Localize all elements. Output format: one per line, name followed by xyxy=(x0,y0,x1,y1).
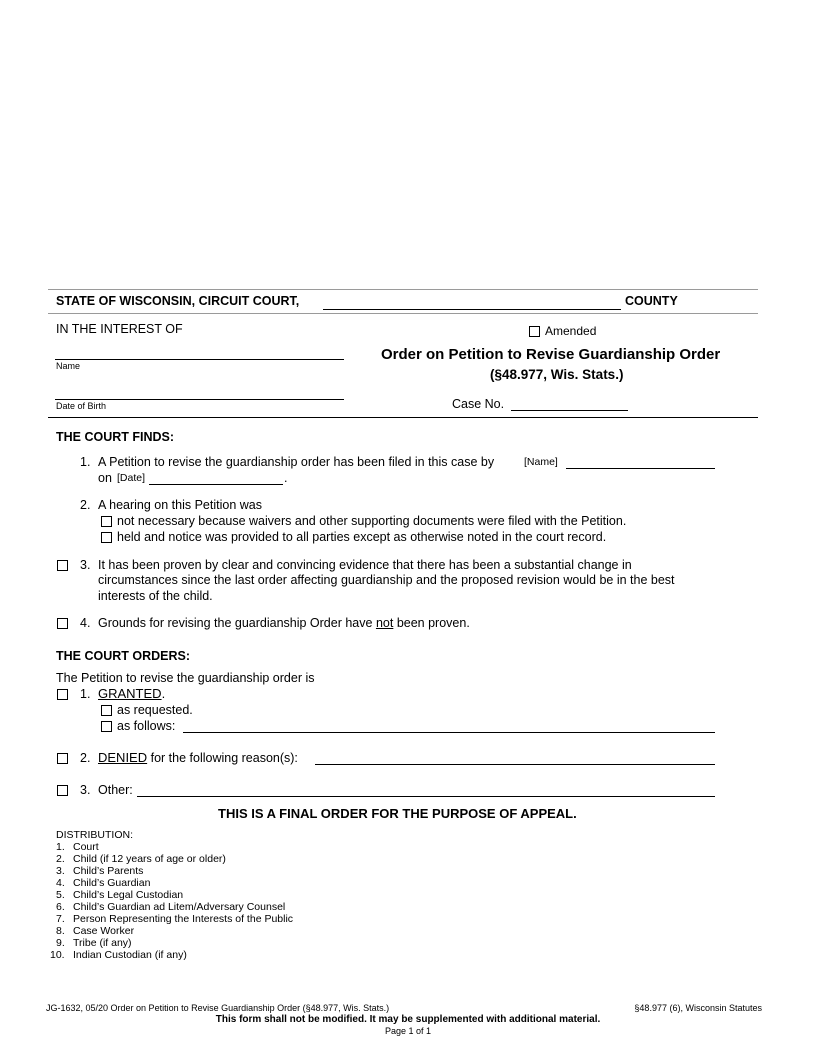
distribution-item-label: Child’s Parents xyxy=(73,865,144,877)
order-1-number: 1. xyxy=(80,687,91,701)
finding-4-number: 4. xyxy=(80,616,91,630)
distribution-item-number: 3. xyxy=(56,865,65,877)
court-orders-heading: THE COURT ORDERS: xyxy=(56,649,191,663)
other-label: Other: xyxy=(98,783,133,797)
case-number-label: Case No. xyxy=(452,397,505,411)
finding-4-pre: Grounds for revising the guardianship Order have xyxy=(98,616,373,630)
distribution-item xyxy=(50,949,187,961)
distribution-item xyxy=(56,865,143,877)
finding-1-number: 1. xyxy=(80,455,91,469)
county-field[interactable] xyxy=(323,309,621,310)
date-of-birth-label: Date of Birth xyxy=(56,401,107,411)
court-line-suffix: COUNTY xyxy=(625,294,678,308)
name-label: Name xyxy=(56,361,81,371)
distribution-item-label: Case Worker xyxy=(73,925,135,937)
distribution-item-label: Court xyxy=(73,841,99,853)
header-mid-rule xyxy=(48,313,758,314)
court-finds-heading: THE COURT FINDS: xyxy=(56,430,175,444)
distribution-item-label: Indian Custodian (if any) xyxy=(73,949,187,961)
finding-1-name-hint: [Name] xyxy=(524,456,558,468)
distribution-item-number: 9. xyxy=(56,937,65,949)
court-line-prefix: STATE OF WISCONSIN, CIRCUIT COURT, xyxy=(56,294,300,308)
as-follows-checkbox[interactable] xyxy=(101,721,112,732)
in-the-interest-of-label: IN THE INTEREST OF xyxy=(56,322,183,336)
header-top-rule xyxy=(48,289,758,290)
finding-1-date-hint: [Date] xyxy=(117,472,146,484)
form-statute: (§48.977, Wis. Stats.) xyxy=(490,367,624,382)
finding-3-checkbox[interactable] xyxy=(57,560,68,571)
as-requested-checkbox[interactable] xyxy=(101,705,112,716)
finding-1-text: A Petition to revise the guardianship order has been filed in this case by xyxy=(98,455,495,469)
hearing-held-label: held and notice was provided to all parties except as otherwise noted in the court record. xyxy=(117,530,607,544)
hearing-not-necessary-label: not necessary because waivers and other supporting documents were filed with the Petition. xyxy=(117,514,627,528)
distribution-item xyxy=(56,841,99,853)
distribution-item-number: 5. xyxy=(56,889,65,901)
finding-3-line-3: interests of the child. xyxy=(98,589,213,603)
header-bottom-rule xyxy=(48,417,758,418)
distribution-item-number: 10. xyxy=(50,949,65,961)
granted-label: GRANTED xyxy=(98,686,162,701)
distribution-item xyxy=(56,925,134,937)
other-checkbox[interactable] xyxy=(57,785,68,796)
as-follows-field[interactable] xyxy=(183,732,715,733)
finding-4-checkbox[interactable] xyxy=(57,618,68,629)
form-title: Order on Petition to Revise Guardianship Order xyxy=(381,346,721,363)
finding-1-period: . xyxy=(284,471,288,485)
distribution-item xyxy=(56,937,132,949)
finding-3-line-2: circumstances since the last order affecting guardianship and the proposed revision would be in the best xyxy=(98,573,675,587)
distribution-item-number: 8. xyxy=(56,925,65,937)
distribution-item xyxy=(56,901,285,913)
as-requested-label: as requested. xyxy=(117,703,193,717)
hearing-not-necessary-checkbox[interactable] xyxy=(101,516,112,527)
finding-4-text xyxy=(98,616,470,630)
distribution-item-number: 1. xyxy=(56,841,65,853)
denied-reason-label: for the following reason(s): xyxy=(150,751,298,765)
distribution-item-label: Child’s Legal Custodian xyxy=(73,889,184,901)
denied-label: DENIED xyxy=(98,750,148,765)
finding-2-text: A hearing on this Petition was xyxy=(98,498,262,512)
distribution-item-label: Child’s Guardian ad Litem/Adversary Counsel xyxy=(73,901,286,913)
final-order-notice: THIS IS A FINAL ORDER FOR THE PURPOSE OF APPEAL. xyxy=(218,806,577,821)
amended-checkbox[interactable] xyxy=(529,326,540,337)
case-number-field[interactable] xyxy=(511,410,628,411)
footer-notice: This form shall not be modified. It may be supplemented with additional material. xyxy=(215,1014,601,1025)
petition-date-field[interactable] xyxy=(149,484,283,485)
finding-3-number: 3. xyxy=(80,558,91,572)
order-1-text xyxy=(98,686,165,701)
finding-4-not: not xyxy=(375,616,394,630)
distribution-item xyxy=(56,913,293,925)
order-2-text xyxy=(98,750,298,765)
hearing-held-checkbox[interactable] xyxy=(101,532,112,543)
granted-checkbox[interactable] xyxy=(57,689,68,700)
date-of-birth-field[interactable] xyxy=(55,399,344,400)
footer-statute: §48.977 (6), Wisconsin Statutes xyxy=(634,1003,762,1013)
distribution-item-label: Tribe (if any) xyxy=(73,937,132,949)
finding-2-number: 2. xyxy=(80,498,91,512)
finding-3-line-1: It has been proven by clear and convincing evidence that there has been a substantial change in xyxy=(98,558,632,572)
distribution-item xyxy=(56,889,183,901)
finding-1-on: on xyxy=(98,471,112,485)
distribution-heading: DISTRIBUTION: xyxy=(56,829,134,841)
amended-label: Amended xyxy=(545,324,597,338)
denied-checkbox[interactable] xyxy=(57,753,68,764)
denied-reason-field[interactable] xyxy=(315,764,715,765)
granted-period: . xyxy=(161,686,166,701)
orders-intro: The Petition to revise the guardianship order is xyxy=(56,671,315,685)
order-3-number: 3. xyxy=(80,783,91,797)
distribution-item-label: Child’s Guardian xyxy=(73,877,151,889)
footer-page-number: Page 1 of 1 xyxy=(384,1026,432,1036)
as-follows-label: as follows: xyxy=(117,719,176,733)
other-field[interactable] xyxy=(137,796,715,797)
distribution-item xyxy=(56,853,226,865)
name-field[interactable] xyxy=(55,359,344,360)
order-2-number: 2. xyxy=(80,751,91,765)
distribution-item-number: 2. xyxy=(56,853,65,865)
distribution-item-number: 6. xyxy=(56,901,65,913)
distribution-item xyxy=(56,877,150,889)
finding-4-post: been proven. xyxy=(396,616,470,630)
distribution-item-number: 4. xyxy=(56,877,65,889)
distribution-item-number: 7. xyxy=(56,913,65,925)
petitioner-name-field[interactable] xyxy=(566,468,715,469)
distribution-item-label: Person Representing the Interests of the Public xyxy=(73,913,294,925)
footer-form-id: JG-1632, 05/20 Order on Petition to Revise Guardianship Order (§48.977, Wis. Stats.) xyxy=(46,1003,390,1013)
distribution-item-label: Child (if 12 years of age or older) xyxy=(73,853,226,865)
